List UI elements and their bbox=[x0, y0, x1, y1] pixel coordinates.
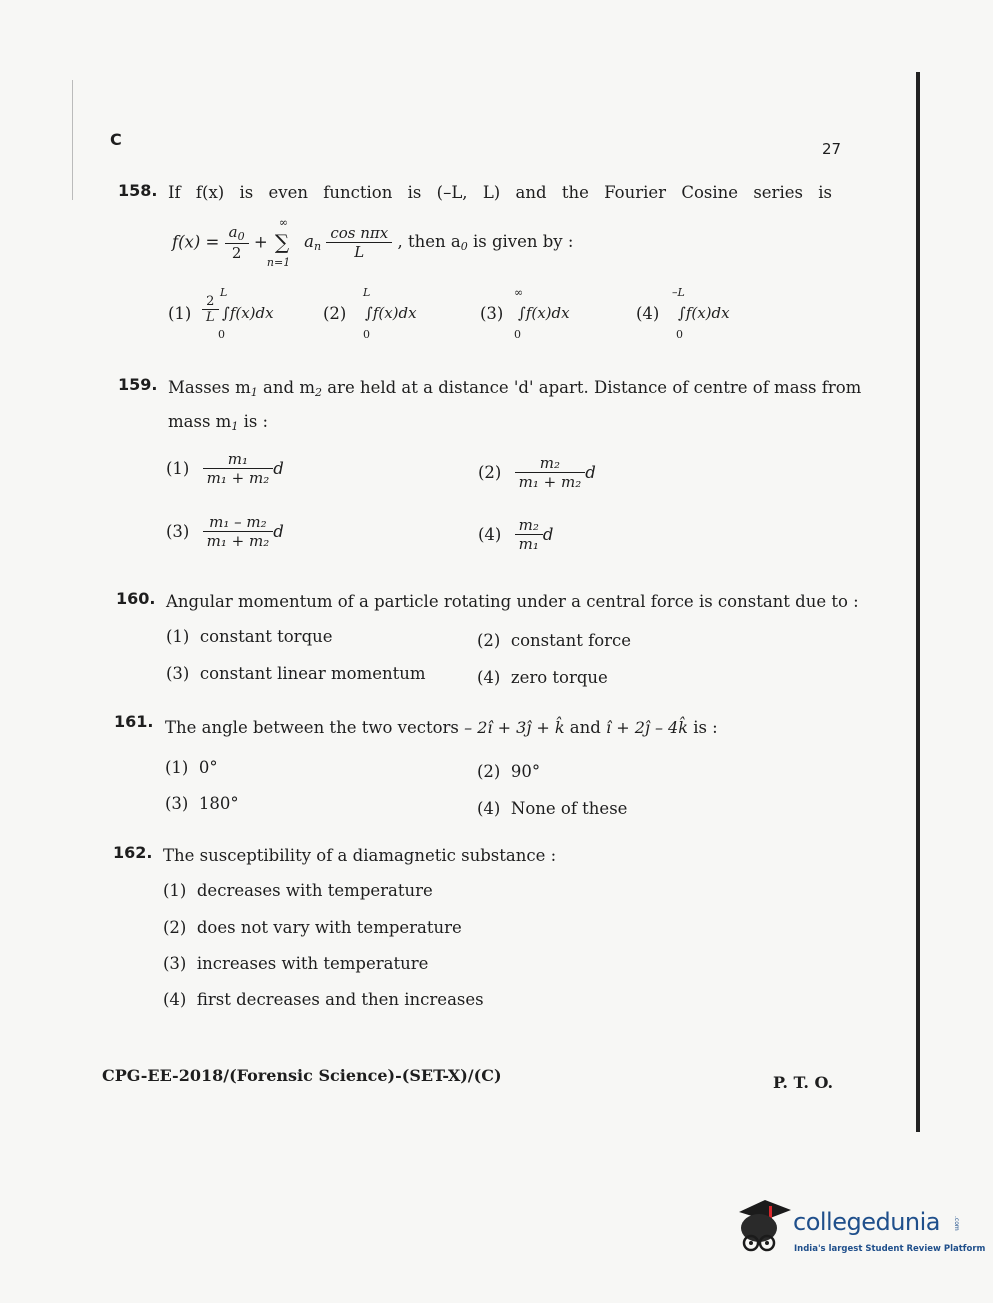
question-text: If f(x) is even function is (–L, L) and the Fourier Cosine series is bbox=[168, 183, 832, 202]
option-160-3[interactable]: (3) constant linear momentum bbox=[166, 664, 426, 683]
brand-suffix: .com bbox=[953, 1216, 960, 1231]
option-161-3[interactable]: (3) 180° bbox=[165, 794, 239, 813]
page-number: 27 bbox=[822, 140, 842, 158]
formula-plus: + bbox=[253, 232, 268, 252]
option-162-1[interactable]: (1) decreases with temperature bbox=[163, 881, 433, 900]
option-160-4[interactable]: (4) zero torque bbox=[477, 668, 608, 687]
formula-cos-fraction: $\frac{\text{cos nπx}}{L}$ bbox=[326, 224, 392, 261]
question-number: 158. bbox=[118, 181, 158, 200]
option-161-1[interactable]: (1) 0° bbox=[165, 758, 218, 777]
fourier-formula: f(x) = $\frac{a_0}{2}$ + ∞ ∑ n=1 $a_n$ $\frac{\text{cos nπx}}{L}$ , then $a_0$ is given by : bbox=[172, 216, 574, 269]
option-161-2[interactable]: (2) 90° bbox=[477, 762, 541, 781]
brand-name: collegedunia bbox=[793, 1208, 941, 1236]
question-text: The susceptibility of a diamagnetic substance : bbox=[163, 846, 557, 865]
option-158-1[interactable]: (1) $\frac{2}{L}$ L ∫f(x)dx 0 bbox=[168, 286, 274, 341]
question-number: 159. bbox=[118, 375, 158, 394]
option-160-1[interactable]: (1) constant torque bbox=[166, 627, 333, 646]
option-159-4[interactable]: (4) $\frac{\text{m₂}}{\text{m₁}}$ d bbox=[478, 516, 554, 553]
formula-a0-fraction: $\frac{a_0}{2}$ bbox=[225, 223, 249, 262]
scan-edge-right bbox=[916, 72, 920, 1132]
formula-summation: ∞ ∑ n=1 bbox=[266, 216, 291, 269]
option-162-4[interactable]: (4) first decreases and then increases bbox=[163, 990, 484, 1009]
pto-label: P. T. O. bbox=[773, 1073, 834, 1092]
option-158-4[interactable]: (4) –L ∫f(x)dx 0 bbox=[636, 286, 730, 341]
question-text: Masses $m_1$ and $m_2$ are held at a distance 'd' apart. Distance of centre of mass from bbox=[168, 378, 862, 399]
question-text: Angular momentum of a particle rotating under a central force is constant due to : bbox=[166, 592, 859, 611]
question-number: 162. bbox=[113, 843, 153, 862]
brand-tagline: India's largest Student Review Platform bbox=[794, 1244, 986, 1254]
option-161-4[interactable]: (4) None of these bbox=[477, 799, 628, 818]
scan-edge-left bbox=[72, 80, 73, 200]
formula-lhs: f(x) = bbox=[172, 232, 220, 252]
collegedunia-watermark[interactable] bbox=[735, 1198, 986, 1260]
option-158-2[interactable]: (2) L ∫f(x)dx 0 bbox=[323, 286, 417, 341]
option-159-2[interactable]: (2) $\frac{\text{m₂}}{\text{m₁ + m₂}}$ d bbox=[478, 454, 596, 491]
option-159-3[interactable]: (3) $\frac{\text{m₁ – m₂}}{\text{m₁ + m₂}}$ d bbox=[166, 513, 284, 550]
set-letter: C bbox=[110, 130, 122, 149]
option-159-1[interactable]: (1) $\frac{\text{m₁}}{\text{m₁ + m₂}}$ d bbox=[166, 450, 284, 487]
mascot-icon bbox=[735, 1198, 793, 1258]
option-158-3[interactable]: (3) ∞ ∫f(x)dx 0 bbox=[480, 286, 570, 341]
paper-code: CPG-EE-2018/(Forensic Science)-(SET-X)/(C) bbox=[102, 1066, 502, 1085]
option-160-2[interactable]: (2) constant force bbox=[477, 631, 632, 650]
question-number: 161. bbox=[114, 712, 154, 731]
question-text-line2: mass $m_1$ is : bbox=[168, 412, 269, 433]
option-162-2[interactable]: (2) does not vary with temperature bbox=[163, 918, 462, 937]
question-number: 160. bbox=[116, 589, 156, 608]
question-text: The angle between the two vectors – 2î + 3ĵ + k̂ and î + 2ĵ – 4k̂ is : bbox=[165, 718, 718, 737]
option-162-3[interactable]: (3) increases with temperature bbox=[163, 954, 429, 973]
